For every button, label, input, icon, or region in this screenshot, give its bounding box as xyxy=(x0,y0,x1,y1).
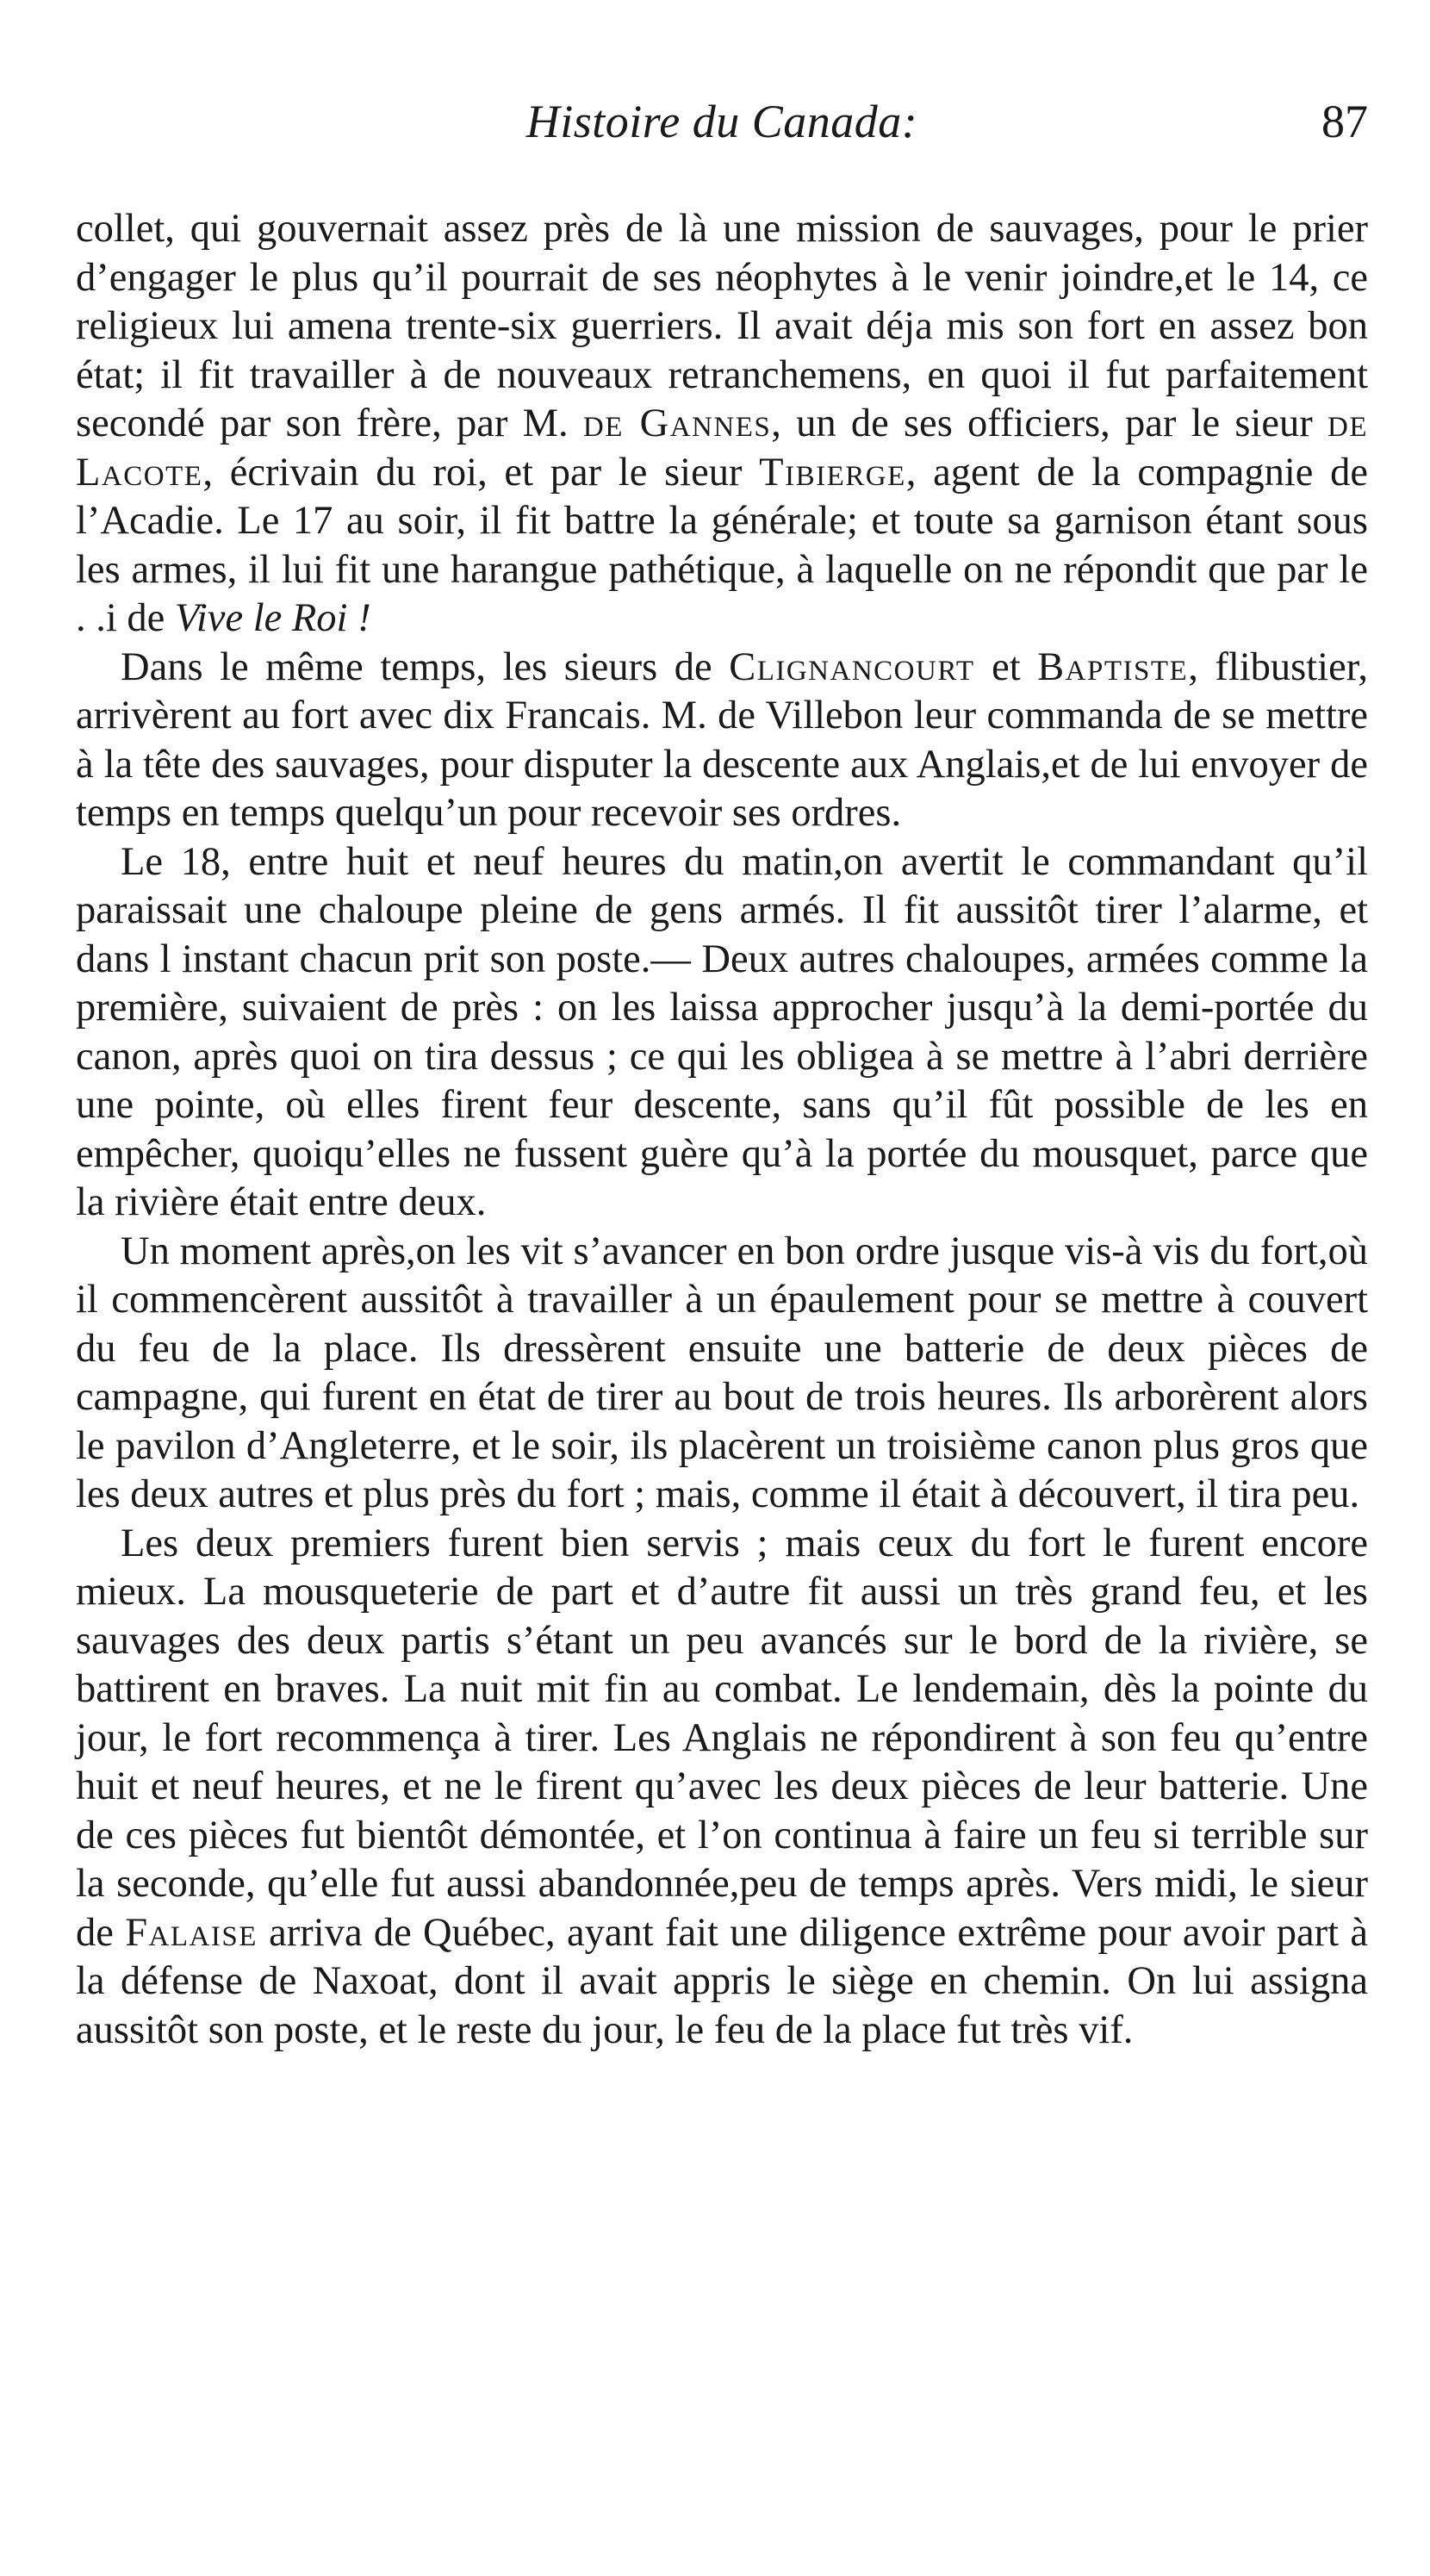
italic-phrase: Vive le Roi ! xyxy=(174,596,371,640)
text-run: Les deux premiers furent bien servis ; mais ceux du fort le furent encore mieux. La mousqueterie de part et d’autre fit aussi un très grand feu, et les sauvages des deux partis s’étant un peu avancés sur le bord de la rivière, se battirent en braves. La nuit mit fin au combat. Le lendemain, dès la pointe du jour, le fort recommença à tirer. Les Anglais ne répondirent à son feu qu’entre huit et neuf heures, et ne le firent qu’avec les deux pièces de leur batterie. Une de ces pièces fut bientôt démontée, et l’on continua à faire un feu si terrible sur la seconde, qu’elle fut aussi abandonnée,peu de temps après. Vers midi, le sieur de xyxy=(76,1521,1368,1955)
paragraph xyxy=(76,1520,1368,2056)
paragraph xyxy=(76,205,1368,644)
book-page xyxy=(76,0,1368,2576)
page-header xyxy=(76,95,1368,164)
proper-name: de Gannes xyxy=(582,401,772,445)
proper-name: de Lacote xyxy=(76,401,1369,495)
text-run: , agent de la compagnie de l’Acadie. Le 17 au soir, il fit battre la générale; et toute sa garnison étant sous les armes, il lui fit une harangue pathétique, à laquelle on ne répondit que par le . .i de xyxy=(76,450,1368,640)
proper-name: Falaise xyxy=(125,1910,258,1955)
running-title: Histoire du Canada: xyxy=(525,96,918,147)
paragraph xyxy=(76,1228,1368,1520)
text-run: Dans le même temps, les sieurs de xyxy=(121,644,730,689)
text-run: et xyxy=(974,644,1038,689)
text-run: , écrivain du roi, et par le sieur xyxy=(202,450,760,495)
text-run: Un moment après,on les vit s’avancer en bon ordre jusque vis-à vis du fort,où il commencèrent aussitôt à travailler à un épaulement pour se mettre à couvert du feu de la place. Ils dressèrent ensuite une batterie de deux pièces de campagne, qui furent en état de tirer au bout de trois heures. Ils arborèrent alors le pavilon d’Angleterre, et le soir, ils placèrent un troisième canon plus gros que les deux autres et plus près du fort ; mais, comme il était à découvert, il tira peu. xyxy=(76,1229,1368,1516)
text-run: , un de ses officiers, par le sieur xyxy=(771,401,1328,445)
page-number: 87 xyxy=(1321,96,1368,147)
proper-name: Clignancourt xyxy=(729,644,975,689)
body-text xyxy=(76,205,1368,2055)
text-run: Le 18, entre huit et neuf heures du matin,on avertit le commandant qu’il paraissait une chaloupe pleine de gens armés. Il fit aussitôt tirer l’alarme, et dans l instant chacun prit son poste.— Deux autres chaloupes, armées comme la première, suivaient de près : on les laissa approcher jusqu’à la demi-portée du canon, après quoi on tira dessus ; ce qui les obligea à se mettre à l’abri derrière une pointe, où elles firent feur descente, sans qu’il fût possible de les en empêcher, quoiqu’elles ne fussent guère qu’à la portée du mousquet, parce que la rivière était entre deux. xyxy=(76,839,1368,1224)
text-run: , flibustier, arrivèrent au fort avec dix Francais. M. de Villebon leur commanda de se mettre à la tête des sauvages, pour disputer la descente aux Anglais,et de lui envoyer de temps en temps quelqu’un pour recevoir ses ordres. xyxy=(76,644,1368,835)
text-run: collet, qui gouvernait assez près de là une mission de sauvages, pour le prier d’engager le plus qu’il pourrait de ses néophytes à le venir joindre,et le 14, ce religieux lui amena trente-six guerriers. Il avait déja mis son fort en assez bon état; il fit travailler à de nouveaux retranchemens, en quoi il fut parfaitement secondé par son frère, par M. xyxy=(76,207,1368,445)
proper-name: Baptiste xyxy=(1037,644,1189,689)
paragraph xyxy=(76,838,1368,1228)
text-run: arriva de Québec, ayant fait une diligence extrême pour avoir part à la défense de Naxoat, dont il avait appris le siège en chemin. On lui assigna aussitôt son poste, et le reste du jour, le feu de la place fut très vif. xyxy=(76,1910,1368,2052)
paragraph xyxy=(76,644,1368,838)
proper-name: Tibierge xyxy=(759,450,906,495)
